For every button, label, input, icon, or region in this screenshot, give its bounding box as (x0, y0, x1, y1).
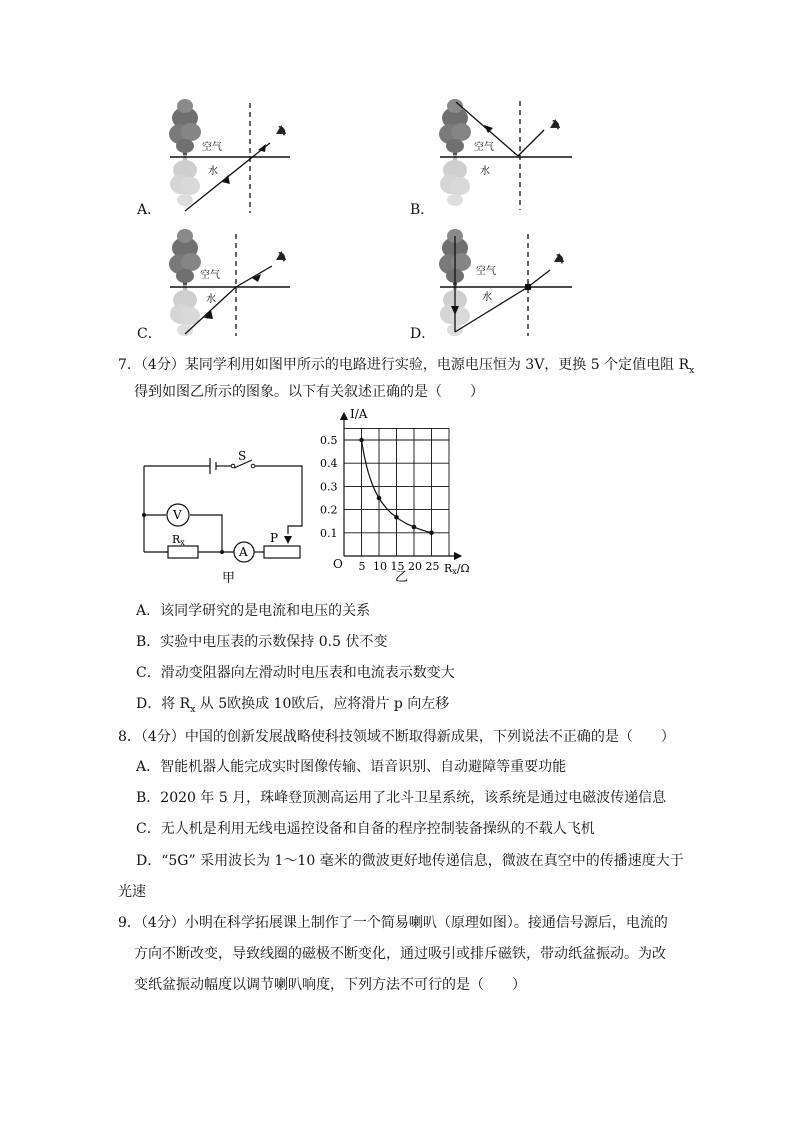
q7-option-d-post: 从 5欧换成 10欧后，应将滑片 p 向左移 (195, 696, 450, 712)
data-point (412, 525, 417, 530)
data-point (377, 496, 382, 501)
q6-figure-d (432, 228, 582, 340)
q6-figure-c (160, 228, 300, 340)
q8-stem (118, 727, 675, 747)
x-tick-label: 25 (425, 560, 440, 573)
slider-arrow-icon (284, 536, 292, 544)
q8-stem-text: 中国的创新发展战略使科技领域不断取得新成果，下列说法不正确的是（ ） (184, 729, 675, 745)
water-label: 水 (208, 166, 218, 177)
q7-stem-sub: x (689, 365, 695, 376)
q7-option-c[interactable]: C．滑动变阻器向左滑动时电压表和电流表示数变大 (136, 665, 455, 681)
q6-option-a[interactable]: A． (137, 202, 162, 218)
water-label: 水 (480, 166, 490, 177)
q9-stem-line3: 变纸盆振动幅度以调节喇叭响度，下列方法不可行的是（ ） (134, 977, 526, 993)
y-tick-label: 0.2 (320, 503, 338, 517)
q7-stem-text: 某同学利用如图甲所示的电路进行实验，电源电压恒为 3V，更换 5 个定值电阻 R (184, 357, 690, 373)
eye-icon (548, 119, 561, 132)
q6-figure-a (160, 98, 300, 216)
air-label: 空气 (476, 266, 496, 277)
q9-score: （4分） (140, 915, 185, 931)
q7-stem-line2: 得到如图乙所示的图象。以下有关叙述正确的是（ ） (134, 384, 484, 400)
q6-option-b[interactable]: B． (410, 202, 435, 218)
q6-figure-b (432, 98, 582, 216)
tree-reflection-icon (170, 155, 200, 206)
circuit-diagram (136, 448, 316, 588)
q7-option-b[interactable]: B．实验中电压表的示数保持 0.5 伏不变 (136, 634, 388, 650)
q7-number: 7． (118, 357, 141, 373)
q9-stem-text: 小明在科学拓展课上制作了一个简易喇叭（原理如图）。接通信号源后，电流的 (184, 915, 668, 931)
reflected-ray (518, 130, 544, 156)
light-ray (528, 270, 550, 287)
q8-option-d-cont: 光速 (118, 884, 146, 900)
x-tick-label: 10 (373, 560, 387, 573)
x-axis-label: Rx/Ω (444, 562, 470, 576)
circuit-caption: 甲 (222, 571, 236, 586)
x-tick-label: 5 (358, 560, 366, 573)
q6-option-c[interactable]: C． (137, 326, 162, 342)
water-label: 水 (206, 294, 216, 305)
water-label: 水 (482, 292, 492, 303)
resistor-label: Rx (172, 533, 185, 547)
q7-option-d-sub: x (190, 704, 196, 715)
q7-score: （4分） (140, 357, 185, 373)
y-axis-label: I/A (350, 408, 368, 421)
q7-option-a[interactable]: A．该同学研究的是电流和电压的关系 (136, 603, 371, 619)
tree-icon (169, 99, 201, 159)
tree-reflection-icon (170, 285, 200, 336)
q9-stem-line1 (118, 913, 668, 933)
y-tick-label: 0.1 (320, 526, 338, 540)
eye-icon (552, 253, 565, 266)
tree-icon (169, 229, 201, 289)
light-ray (236, 266, 272, 287)
q8-option-c[interactable]: C．无人机是利用无线电遥控设备和自备的程序控制装备操纵的不载人飞机 (136, 821, 595, 837)
q8-score: （4分） (140, 729, 185, 745)
ammeter-label: A (239, 545, 248, 559)
q8-option-d[interactable]: D．“5G” 采用波长为 1～10 毫米的微波更好地传递信息，微波在真空中的传播速度大于 (136, 853, 684, 869)
q8-option-b[interactable]: B．2020 年 5 月，珠峰登顶测高运用了北斗卫星系统，该系统是通过电磁波传递信息 (136, 790, 667, 806)
chart-caption: 乙 (395, 570, 409, 583)
q9-number: 9． (118, 915, 141, 931)
origin-label: O (333, 557, 343, 571)
data-point (429, 531, 434, 536)
q7-option-d[interactable] (136, 694, 449, 720)
q7-option-d-pre: D．将 R (136, 696, 191, 712)
air-label: 空气 (200, 270, 220, 281)
air-label: 空气 (202, 142, 222, 153)
data-point (359, 438, 364, 443)
air-label: 空气 (474, 142, 494, 153)
switch-label: S (238, 449, 247, 463)
x-tick-label: 15 (390, 560, 405, 573)
tree-icon (439, 99, 471, 159)
tree-reflection-icon (440, 155, 470, 206)
slider-label: P (270, 531, 279, 545)
q6-option-d[interactable]: D． (410, 326, 436, 342)
eye-icon (274, 125, 287, 138)
voltmeter-label: V (173, 508, 182, 522)
y-tick-label: 0.5 (320, 434, 338, 447)
data-point (394, 515, 399, 520)
y-tick-label: 0.4 (320, 457, 338, 471)
current-resistance-chart (318, 408, 488, 583)
y-tick-label: 0.3 (320, 480, 338, 494)
q7-stem-line1 (118, 355, 694, 381)
q8-number: 8． (118, 729, 141, 745)
q9-stem-line2: 方向不断改变，导致线圈的磁极不断变化，通过吸引或排斥磁铁，带动纸盆振动。为改 (134, 946, 666, 962)
x-tick-label: 20 (408, 560, 422, 573)
eye-icon (274, 251, 287, 264)
q8-option-a[interactable]: A．智能机器人能完成实时图像传输、语音识别、自动避障等重要功能 (136, 759, 567, 775)
